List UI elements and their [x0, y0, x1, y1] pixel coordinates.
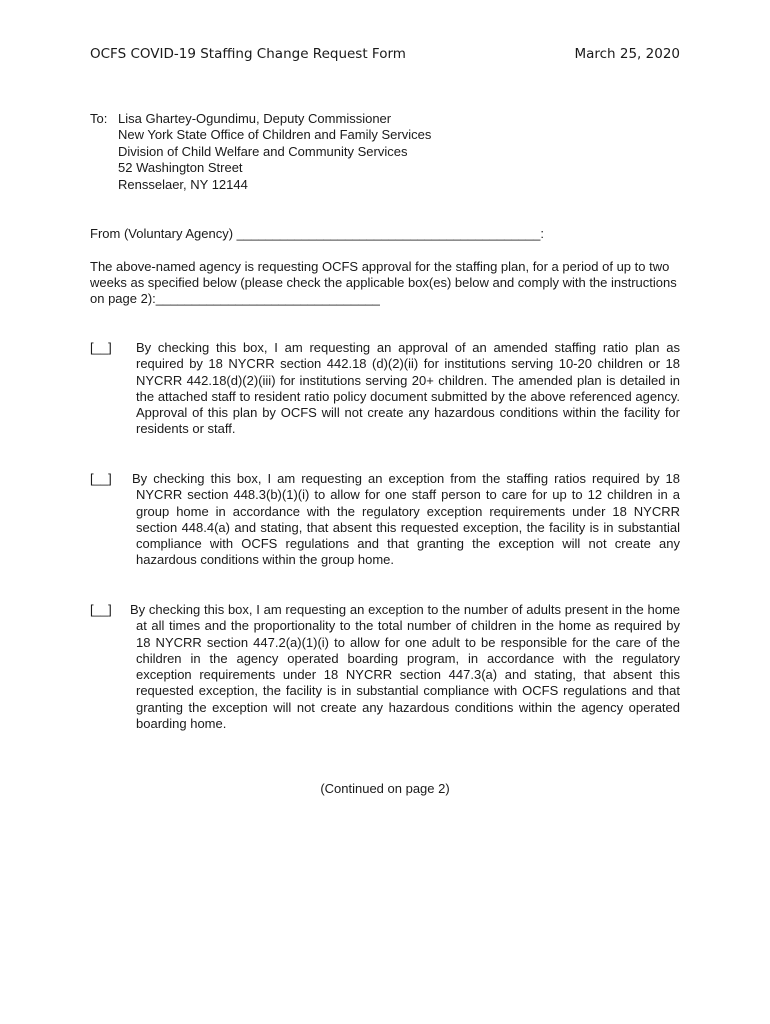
option-1-checkbox[interactable]: [__]	[90, 340, 112, 355]
recipient-division: Division of Child Welfare and Community Services	[118, 143, 408, 159]
option-3-text: By checking this box, I am requesting an exception to the number of adults present in the home at all times and the proportionality to the total number of children in the home as required by 18 NYCRR section 447.2(a)(1)(i) to allow for one adult to be responsible for the care of the children in the agency operated boarding program, in accordance with the regulatory exception requirements under 18 NYCRR section 447.3(a) and stating, that absent this requested exception, the facility is in substantial compliance with OCFS regulations and that granting the exception will not create any hazardous conditions within the agency operated boarding home.	[130, 602, 680, 732]
from-agency-field[interactable]: From (Voluntary Agency) __________________________________________:	[90, 226, 544, 241]
option-2-text: By checking this box, I am requesting an exception from the staffing ratios required by 18 NYCRR section 448.3(b)(1)(i) to allow for one staff person to care for up to 12 children in a group home in accordance with the regulatory exception requirements under 18 NYCRR section 448.4(a) and stating, that absent this requested exception, the facility is in substantial compliance with OCFS regulations and that granting the exception will not create any hazardous conditions within the group home.	[132, 471, 680, 568]
option-3-checkbox[interactable]: [__]	[90, 602, 112, 617]
form-date: March 25, 2020	[574, 46, 680, 62]
option-2-checkbox[interactable]: [__]	[90, 471, 112, 486]
form-title: OCFS COVID-19 Staffing Change Request Form	[90, 46, 406, 62]
option-group-home-exception	[90, 471, 680, 569]
option-boarding-home-exception	[90, 602, 680, 732]
recipient-address	[118, 111, 431, 193]
recipient-name: Lisa Ghartey-Ogundimu, Deputy Commissioner	[118, 111, 392, 126]
page-header	[90, 46, 680, 66]
recipient-city: Rensselaer, NY 12144	[118, 176, 248, 192]
recipient-street: 52 Washington Street	[118, 160, 243, 176]
option-1-text: By checking this box, I am requesting an approval of an amended staffing ratio plan as required by 18 NYCRR section 442.18 (d)(2)(ii) for institutions serving 10-20 children or 18 NYCRR 442.18(d)(2)(iii) for institutions serving 20+ children. The amended plan is detailed in the attached staff to resident ratio policy document submitted by the above referenced agency. Approval of this plan by OCFS will not create any hazardous conditions within the facility for residents or staff.	[136, 340, 680, 437]
option-staffing-ratio-plan	[90, 340, 680, 438]
recipient-office: New York State Office of Children and Family Services	[118, 127, 432, 143]
intro-paragraph: The above-named agency is requesting OCFS approval for the staffing plan, for a period of up to two weeks as specified below (please check the applicable box(es) below and comply with the instructions on page 2):_______________________________	[90, 259, 677, 307]
to-label: To:	[90, 111, 108, 126]
continued-note: (Continued on page 2)	[320, 781, 450, 796]
